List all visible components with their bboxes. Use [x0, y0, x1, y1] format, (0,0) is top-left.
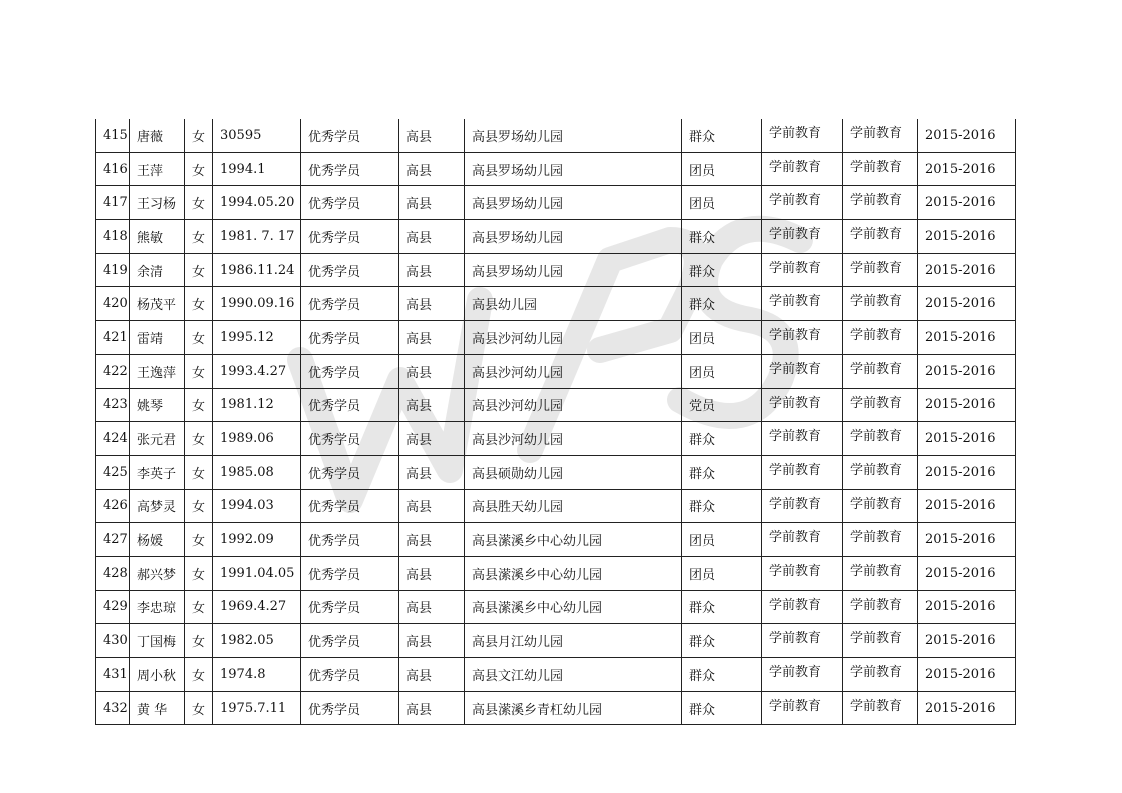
- cell-gender: 女: [185, 119, 213, 152]
- cell-education-major: 学前教育: [762, 556, 843, 590]
- cell-education-major: 学前教育: [762, 624, 843, 658]
- cell-school: 高县潆溪乡中心幼儿园: [465, 590, 682, 624]
- cell-county: 高县: [399, 489, 465, 523]
- cell-education-major: 学前教育: [762, 287, 843, 321]
- cell-school-year: 2015-2016: [918, 220, 1016, 254]
- cell-name: 李忠琼: [130, 590, 185, 624]
- cell-education-major: 学前教育: [762, 220, 843, 254]
- cell-row-number: 423: [96, 388, 130, 422]
- cell-teaching-subject: 学前教育: [843, 287, 918, 321]
- cell-political-status: 团员: [682, 321, 762, 355]
- table-row: [96, 624, 1016, 658]
- cell-gender: 女: [185, 220, 213, 254]
- cell-education-major: 学前教育: [762, 422, 843, 456]
- cell-birth-date: 1995.12: [213, 321, 301, 355]
- cell-birth-date: 1994.05.20: [213, 186, 301, 220]
- cell-gender: 女: [185, 624, 213, 658]
- cell-school: 高县潆溪乡中心幼儿园: [465, 556, 682, 590]
- table-row: [96, 455, 1016, 489]
- cell-name: 唐薇: [130, 119, 185, 152]
- table-row: [96, 388, 1016, 422]
- cell-row-number: 426: [96, 489, 130, 523]
- cell-political-status: 群众: [682, 422, 762, 456]
- cell-school: 高县胜天幼儿园: [465, 489, 682, 523]
- cell-teaching-subject: 学前教育: [843, 388, 918, 422]
- cell-school: 高县文江幼儿园: [465, 658, 682, 692]
- cell-education-major: 学前教育: [762, 523, 843, 557]
- table-row: [96, 489, 1016, 523]
- cell-name: 丁国梅: [130, 624, 185, 658]
- cell-name: 王习杨: [130, 186, 185, 220]
- cell-name: 余清: [130, 253, 185, 287]
- cell-row-number: 418: [96, 220, 130, 254]
- cell-gender: 女: [185, 455, 213, 489]
- cell-birth-date: 1981.12: [213, 388, 301, 422]
- cell-school: 高县罗场幼儿园: [465, 220, 682, 254]
- cell-political-status: 团员: [682, 556, 762, 590]
- cell-education-major: 学前教育: [762, 590, 843, 624]
- cell-county: 高县: [399, 354, 465, 388]
- cell-teaching-subject: 学前教育: [843, 556, 918, 590]
- cell-award: 优秀学员: [301, 152, 399, 186]
- cell-county: 高县: [399, 119, 465, 152]
- cell-name: 张元君: [130, 422, 185, 456]
- cell-teaching-subject: 学前教育: [843, 321, 918, 355]
- cell-school-year: 2015-2016: [918, 388, 1016, 422]
- cell-political-status: 群众: [682, 287, 762, 321]
- cell-row-number: 415: [96, 119, 130, 152]
- cell-award: 优秀学员: [301, 186, 399, 220]
- cell-award: 优秀学员: [301, 253, 399, 287]
- cell-award: 优秀学员: [301, 422, 399, 456]
- table-row: [96, 590, 1016, 624]
- cell-school-year: 2015-2016: [918, 152, 1016, 186]
- cell-award: 优秀学员: [301, 119, 399, 152]
- cell-award: 优秀学员: [301, 321, 399, 355]
- cell-school: 高县罗场幼儿园: [465, 253, 682, 287]
- cell-county: 高县: [399, 624, 465, 658]
- cell-teaching-subject: 学前教育: [843, 691, 918, 725]
- cell-birth-date: 1994.1: [213, 152, 301, 186]
- cell-name: 高梦灵: [130, 489, 185, 523]
- table-row: [96, 152, 1016, 186]
- cell-education-major: 学前教育: [762, 658, 843, 692]
- cell-political-status: 群众: [682, 489, 762, 523]
- cell-row-number: 432: [96, 691, 130, 725]
- table-row: [96, 119, 1016, 152]
- cell-education-major: 学前教育: [762, 186, 843, 220]
- cell-teaching-subject: 学前教育: [843, 523, 918, 557]
- cell-political-status: 团员: [682, 523, 762, 557]
- cell-award: 优秀学员: [301, 624, 399, 658]
- cell-school-year: 2015-2016: [918, 556, 1016, 590]
- cell-school-year: 2015-2016: [918, 691, 1016, 725]
- cell-award: 优秀学员: [301, 691, 399, 725]
- cell-teaching-subject: 学前教育: [843, 354, 918, 388]
- cell-school-year: 2015-2016: [918, 590, 1016, 624]
- cell-teaching-subject: 学前教育: [843, 220, 918, 254]
- roster-table: [95, 119, 1016, 725]
- cell-education-major: 学前教育: [762, 455, 843, 489]
- cell-school: 高县沙河幼儿园: [465, 388, 682, 422]
- cell-gender: 女: [185, 658, 213, 692]
- cell-county: 高县: [399, 691, 465, 725]
- cell-school-year: 2015-2016: [918, 253, 1016, 287]
- cell-name: 杨媛: [130, 523, 185, 557]
- cell-school: 高县幼儿园: [465, 287, 682, 321]
- cell-birth-date: 1969.4.27: [213, 590, 301, 624]
- cell-teaching-subject: 学前教育: [843, 422, 918, 456]
- cell-award: 优秀学员: [301, 455, 399, 489]
- cell-gender: 女: [185, 691, 213, 725]
- cell-political-status: 党员: [682, 388, 762, 422]
- table-row: [96, 691, 1016, 725]
- cell-school: 高县潆溪乡青杠幼儿园: [465, 691, 682, 725]
- roster-body: [96, 119, 1016, 725]
- cell-teaching-subject: 学前教育: [843, 658, 918, 692]
- cell-education-major: 学前教育: [762, 691, 843, 725]
- cell-birth-date: 1975.7.11: [213, 691, 301, 725]
- cell-teaching-subject: 学前教育: [843, 186, 918, 220]
- cell-birth-date: 30595: [213, 119, 301, 152]
- cell-political-status: 团员: [682, 354, 762, 388]
- cell-county: 高县: [399, 287, 465, 321]
- cell-birth-date: 1985.08: [213, 455, 301, 489]
- cell-birth-date: 1982.05: [213, 624, 301, 658]
- cell-county: 高县: [399, 388, 465, 422]
- cell-row-number: 421: [96, 321, 130, 355]
- cell-name: 王逸萍: [130, 354, 185, 388]
- cell-school-year: 2015-2016: [918, 455, 1016, 489]
- cell-gender: 女: [185, 354, 213, 388]
- cell-county: 高县: [399, 658, 465, 692]
- cell-school-year: 2015-2016: [918, 658, 1016, 692]
- cell-gender: 女: [185, 287, 213, 321]
- cell-gender: 女: [185, 321, 213, 355]
- cell-county: 高县: [399, 253, 465, 287]
- cell-award: 优秀学员: [301, 287, 399, 321]
- cell-school-year: 2015-2016: [918, 523, 1016, 557]
- cell-birth-date: 1974.8: [213, 658, 301, 692]
- table-row: [96, 253, 1016, 287]
- cell-school-year: 2015-2016: [918, 186, 1016, 220]
- cell-gender: 女: [185, 489, 213, 523]
- cell-gender: 女: [185, 523, 213, 557]
- cell-gender: 女: [185, 590, 213, 624]
- cell-birth-date: 1981. 7. 17: [213, 220, 301, 254]
- cell-school: 高县月江幼儿园: [465, 624, 682, 658]
- table-row: [96, 354, 1016, 388]
- cell-name: 周小秋: [130, 658, 185, 692]
- cell-county: 高县: [399, 590, 465, 624]
- cell-name: 黄 华: [130, 691, 185, 725]
- cell-row-number: 419: [96, 253, 130, 287]
- cell-political-status: 团员: [682, 186, 762, 220]
- cell-education-major: 学前教育: [762, 354, 843, 388]
- cell-row-number: 427: [96, 523, 130, 557]
- cell-county: 高县: [399, 220, 465, 254]
- cell-school: 高县罗场幼儿园: [465, 152, 682, 186]
- cell-gender: 女: [185, 388, 213, 422]
- cell-education-major: 学前教育: [762, 119, 843, 152]
- cell-political-status: 群众: [682, 590, 762, 624]
- cell-gender: 女: [185, 422, 213, 456]
- cell-county: 高县: [399, 556, 465, 590]
- cell-political-status: 群众: [682, 119, 762, 152]
- cell-birth-date: 1990.09.16: [213, 287, 301, 321]
- cell-row-number: 422: [96, 354, 130, 388]
- cell-school-year: 2015-2016: [918, 354, 1016, 388]
- table-row: [96, 422, 1016, 456]
- cell-award: 优秀学员: [301, 388, 399, 422]
- cell-education-major: 学前教育: [762, 253, 843, 287]
- cell-award: 优秀学员: [301, 354, 399, 388]
- cell-birth-date: 1991.04.05: [213, 556, 301, 590]
- cell-education-major: 学前教育: [762, 321, 843, 355]
- cell-row-number: 417: [96, 186, 130, 220]
- cell-teaching-subject: 学前教育: [843, 489, 918, 523]
- cell-political-status: 群众: [682, 220, 762, 254]
- cell-county: 高县: [399, 186, 465, 220]
- table-row: [96, 220, 1016, 254]
- cell-teaching-subject: 学前教育: [843, 253, 918, 287]
- cell-county: 高县: [399, 455, 465, 489]
- cell-political-status: 群众: [682, 455, 762, 489]
- cell-teaching-subject: 学前教育: [843, 624, 918, 658]
- cell-county: 高县: [399, 523, 465, 557]
- cell-county: 高县: [399, 422, 465, 456]
- cell-birth-date: 1992.09: [213, 523, 301, 557]
- cell-school: 高县罗场幼儿园: [465, 119, 682, 152]
- cell-school: 高县硕勋幼儿园: [465, 455, 682, 489]
- cell-school-year: 2015-2016: [918, 119, 1016, 152]
- cell-award: 优秀学员: [301, 658, 399, 692]
- cell-gender: 女: [185, 556, 213, 590]
- cell-political-status: 团员: [682, 152, 762, 186]
- cell-name: 杨茂平: [130, 287, 185, 321]
- cell-political-status: 群众: [682, 658, 762, 692]
- cell-school-year: 2015-2016: [918, 489, 1016, 523]
- cell-school-year: 2015-2016: [918, 422, 1016, 456]
- cell-row-number: 429: [96, 590, 130, 624]
- cell-name: 王萍: [130, 152, 185, 186]
- cell-row-number: 428: [96, 556, 130, 590]
- cell-gender: 女: [185, 152, 213, 186]
- cell-name: 熊敏: [130, 220, 185, 254]
- cell-birth-date: 1989.06: [213, 422, 301, 456]
- cell-political-status: 群众: [682, 624, 762, 658]
- table-row: [96, 287, 1016, 321]
- table-row: [96, 556, 1016, 590]
- cell-award: 优秀学员: [301, 556, 399, 590]
- cell-political-status: 群众: [682, 691, 762, 725]
- cell-gender: 女: [185, 186, 213, 220]
- cell-row-number: 424: [96, 422, 130, 456]
- cell-birth-date: 1994.03: [213, 489, 301, 523]
- cell-award: 优秀学员: [301, 590, 399, 624]
- cell-school: 高县罗场幼儿园: [465, 186, 682, 220]
- cell-row-number: 431: [96, 658, 130, 692]
- table-row: [96, 658, 1016, 692]
- cell-school: 高县沙河幼儿园: [465, 354, 682, 388]
- cell-row-number: 430: [96, 624, 130, 658]
- cell-row-number: 416: [96, 152, 130, 186]
- cell-name: 雷靖: [130, 321, 185, 355]
- cell-school-year: 2015-2016: [918, 624, 1016, 658]
- cell-school-year: 2015-2016: [918, 287, 1016, 321]
- cell-county: 高县: [399, 321, 465, 355]
- cell-education-major: 学前教育: [762, 489, 843, 523]
- cell-row-number: 425: [96, 455, 130, 489]
- cell-award: 优秀学员: [301, 523, 399, 557]
- table-row: [96, 523, 1016, 557]
- cell-award: 优秀学员: [301, 220, 399, 254]
- cell-teaching-subject: 学前教育: [843, 119, 918, 152]
- cell-row-number: 420: [96, 287, 130, 321]
- cell-teaching-subject: 学前教育: [843, 590, 918, 624]
- cell-school: 高县潆溪乡中心幼儿园: [465, 523, 682, 557]
- cell-gender: 女: [185, 253, 213, 287]
- cell-school: 高县沙河幼儿园: [465, 422, 682, 456]
- table-row: [96, 321, 1016, 355]
- cell-birth-date: 1986.11.24: [213, 253, 301, 287]
- cell-teaching-subject: 学前教育: [843, 152, 918, 186]
- cell-political-status: 群众: [682, 253, 762, 287]
- cell-county: 高县: [399, 152, 465, 186]
- cell-award: 优秀学员: [301, 489, 399, 523]
- cell-education-major: 学前教育: [762, 388, 843, 422]
- cell-name: 郝兴梦: [130, 556, 185, 590]
- cell-school-year: 2015-2016: [918, 321, 1016, 355]
- cell-name: 李英子: [130, 455, 185, 489]
- cell-school: 高县沙河幼儿园: [465, 321, 682, 355]
- cell-birth-date: 1993.4.27: [213, 354, 301, 388]
- table-row: [96, 186, 1016, 220]
- cell-education-major: 学前教育: [762, 152, 843, 186]
- cell-name: 姚琴: [130, 388, 185, 422]
- cell-teaching-subject: 学前教育: [843, 455, 918, 489]
